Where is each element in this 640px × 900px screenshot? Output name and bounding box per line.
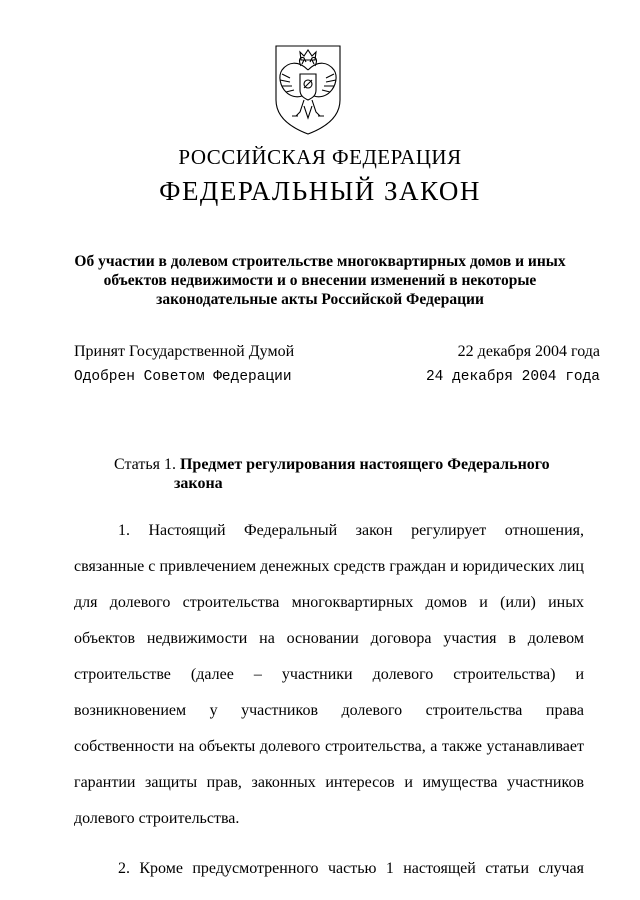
law-title-line: законодательные акты Российской Федерации [156, 291, 484, 308]
law-title-line: Об участии в долевом строительстве многоквартирных домов и иных [74, 253, 566, 270]
adopted-by-duma-label: Принят Государственной Думой [74, 343, 295, 360]
article-body [74, 513, 584, 887]
document-type-heading: ФЕДЕРАЛЬНЫЙ ЗАКОН [159, 176, 481, 206]
approved-by-council-label: Одобрен Советом Федерации [74, 369, 292, 385]
country-heading: РОССИЙСКАЯ ФЕДЕРАЦИЯ [178, 145, 462, 169]
paragraph: 1. Настоящий Федеральный закон регулирует отношения, связанные с привлечением денежных средств граждан и юридических лиц для долевого строительства многоквартирных домов и (или) иных объектов недвижимости на основании договора участия в долевом строительстве (далее – участники долевого строительства) и возникновением у участников долевого строительства права собственности на объекты долевого строительства, а также устанавливает гарантии защиты прав, законных интересов и имущества участников долевого строительства. [74, 522, 584, 827]
law-title [60, 252, 580, 309]
paragraph: 2. Кроме предусмотренного частью 1 настоящей статьи случая [118, 860, 584, 877]
article-heading [114, 455, 594, 493]
coat-of-arms-emblem [268, 40, 348, 136]
adopted-date: 22 декабря 2004 года [457, 343, 600, 360]
article-number: Статья 1. [114, 456, 176, 473]
article-title: Предмет регулирования настоящего Федерального [179, 456, 550, 473]
law-title-line: объектов недвижимости и о внесении изменений в некоторые [103, 272, 537, 289]
article-title-continuation: закона [174, 475, 223, 492]
double-headed-eagle-icon [268, 40, 348, 136]
approved-date: 24 декабря 2004 года [425, 369, 600, 385]
